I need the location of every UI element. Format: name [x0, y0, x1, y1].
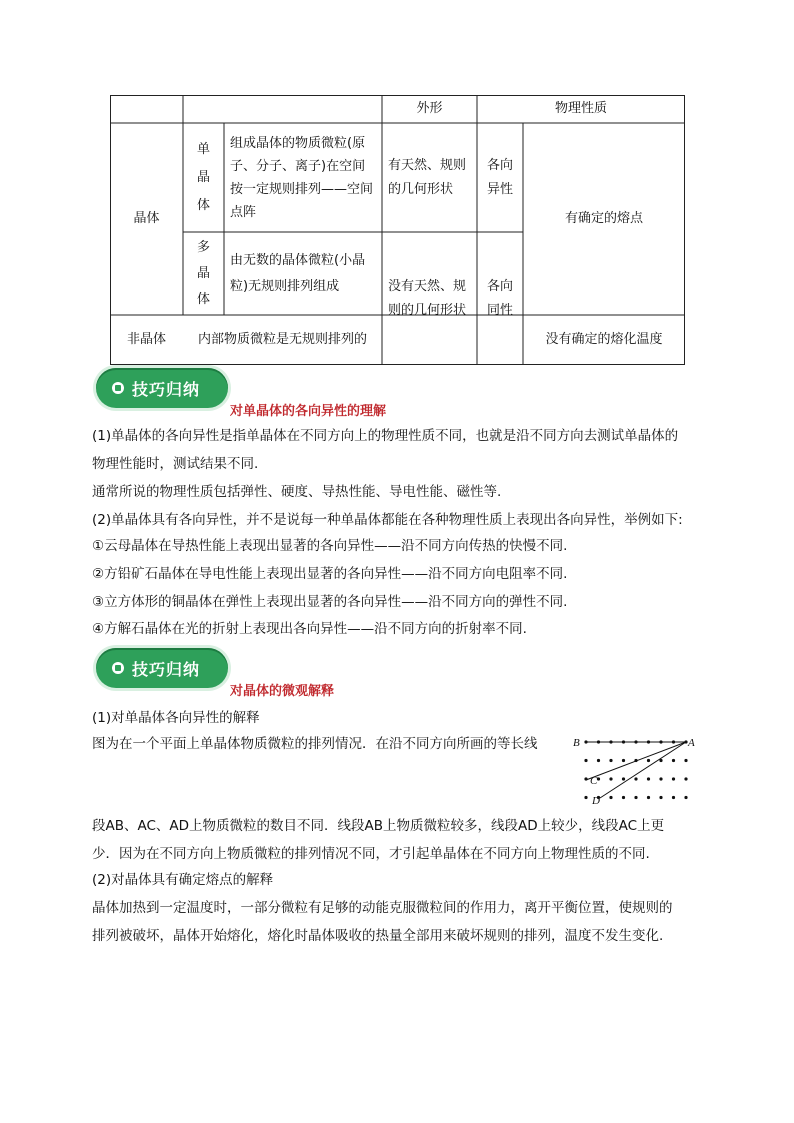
section2-line-1: (1)对单晶体各向异性的解释: [92, 710, 260, 726]
lattice-point: [609, 759, 612, 762]
skill-summary-badge: [96, 368, 228, 408]
anisotropy-cell: [477, 123, 523, 232]
section1-line-4: (2)单晶体具有各向异性，并不是说每一种单晶体都能在各种物理性质上表现出各向异性，举例如下:: [92, 512, 683, 528]
lattice-point: [672, 777, 675, 780]
section1-line-3: 通常所说的物理性质包括弹性、硬度、导热性能、导电性能、磁性等.: [92, 484, 502, 500]
section1-line-2: 物理性能时，测试结果不同.: [92, 456, 259, 472]
section1-line-6: ②方铅矿石晶体在导电性能上表现出显著的各向异性——沿不同方向电阻率不同.: [92, 566, 568, 582]
header-property: 物理性质: [554, 101, 607, 116]
isotropy-text: 各向同性: [486, 278, 513, 318]
lattice-point: [659, 796, 662, 799]
lattice-point: [622, 796, 625, 799]
single-crystal-shape: 有天然、规则的几何形状: [388, 157, 467, 197]
lattice-point: [584, 796, 587, 799]
badge-label: 技巧归纳: [132, 379, 201, 399]
lattice-point: [647, 759, 650, 762]
lattice-point: [647, 796, 650, 799]
section1-line-8: ④方解石晶体在光的折射上表现出各向异性——沿不同方向的折射率不同.: [92, 621, 527, 637]
isotropy-cell: [477, 232, 523, 365]
lattice-points: [584, 740, 687, 799]
lattice-point: [609, 777, 612, 780]
lattice-point: [672, 796, 675, 799]
lattice-point: [684, 759, 687, 762]
section2-title: 对晶体的微观解释: [230, 684, 335, 699]
lattice-point: [684, 796, 687, 799]
lattice-point: [622, 759, 625, 762]
poly-crystal-shape: 没有天然、规则的几何形状: [388, 278, 467, 318]
crystal-melting-point: 有确定的熔点: [564, 211, 643, 226]
section1-line-7: ③立方体形的铜晶体在弹性上表现出显著的各向异性——沿不同方向的弹性不同.: [92, 594, 568, 610]
crystal-comparison-table: [110, 95, 685, 365]
lattice-point: [634, 796, 637, 799]
lattice-point: [584, 759, 587, 762]
single-crystal-desc: 组成晶体的物质微粒(原子、分子、离子)在空间按一定规则排列——空间点阵: [230, 135, 374, 220]
poly-crystal-desc: 由无数的晶体微粒(小晶粒)无规则排列组成: [230, 252, 366, 294]
lattice-diagram: [570, 730, 700, 810]
lattice-point: [672, 759, 675, 762]
section2-line-5: (2)对晶体具有确定熔点的解释: [92, 872, 274, 888]
badge-label: 技巧归纳: [132, 659, 201, 679]
badge-icon: [112, 382, 124, 394]
lattice-point: [597, 777, 600, 780]
lattice-point: [659, 777, 662, 780]
skill-summary-badge-2: [96, 648, 228, 688]
lattice-lines: [586, 742, 686, 798]
lattice-point: [597, 759, 600, 762]
label-b: B: [573, 737, 580, 749]
crystal-label: 晶体: [133, 211, 160, 226]
poly-crystal-cell: [183, 232, 224, 315]
anisotropy-text: 各向异性: [486, 157, 513, 197]
label-c: C: [590, 775, 598, 787]
single-crystal-label: 单晶体: [196, 141, 210, 213]
section1-title: 对单晶体的各向异性的理解: [230, 404, 387, 419]
badge-icon: [112, 662, 124, 674]
lattice-point: [584, 777, 587, 780]
amorphous-label: 非晶体: [126, 332, 166, 347]
label-d: D: [592, 795, 600, 807]
section2-line-2: 图为在一个平面上单晶体物质微粒的排列情况．在沿不同方向所画的等长线: [92, 736, 538, 752]
section2-line-7: 排列被破坏，晶体开始熔化，熔化时晶体吸收的热量全部用来破坏规则的排列，温度不发生变化.: [92, 928, 664, 944]
lattice-point: [647, 777, 650, 780]
single-crystal-cell: [183, 123, 224, 232]
amorphous-desc: 内部物质微粒是无规则排列的: [197, 332, 367, 347]
section2-line-3: 段AB、AC、AD上物质微粒的数目不同．线段AB上物质微粒较多，线段AD上较少，线段AC上更: [92, 818, 665, 834]
amorphous-melting: 没有确定的熔化温度: [545, 332, 663, 347]
lattice-point: [609, 796, 612, 799]
section1-line-1: (1)单晶体的各向异性是指单晶体在不同方向上的物理性质不同，也就是沿不同方向去测试单晶体的: [92, 428, 679, 444]
lattice-point: [622, 777, 625, 780]
lattice-point: [684, 777, 687, 780]
section2-line-6: 晶体加热到一定温度时，一部分微粒有足够的动能克服微粒间的作用力，离开平衡位置，使规则的: [92, 900, 673, 916]
lattice-point: [634, 777, 637, 780]
section2-line-4: 少．因为在不同方向上物质微粒的排列情况不同，才引起单晶体在不同方向上物理性质的不同.: [92, 846, 650, 862]
header-shape: 外形: [416, 101, 443, 116]
poly-crystal-label: 多晶体: [196, 239, 210, 307]
section1-line-5: ①云母晶体在导热性能上表现出显著的各向异性——沿不同方向传热的快慢不同.: [92, 538, 568, 554]
label-a: A: [688, 737, 695, 749]
